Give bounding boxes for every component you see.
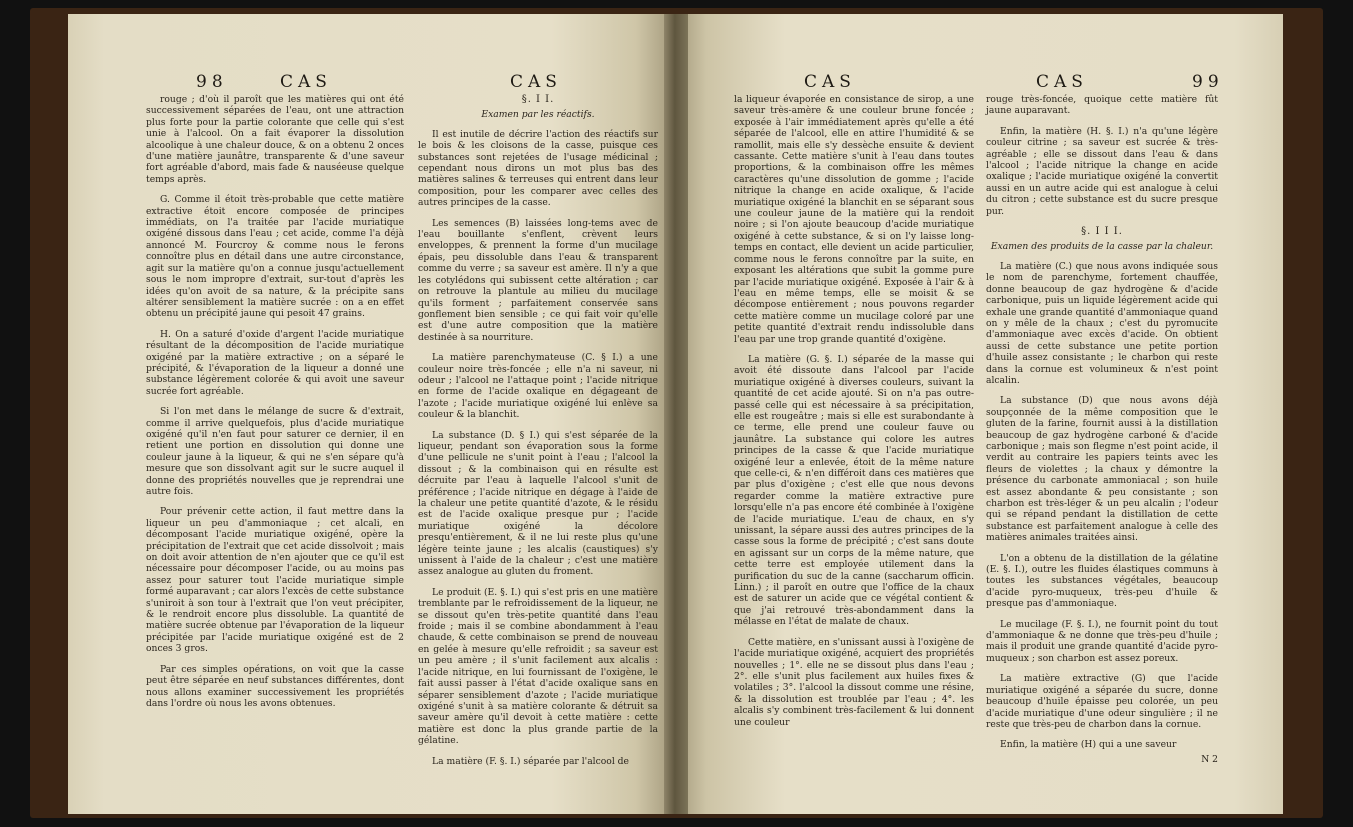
paragraph: L'on a obtenu de la distillation de la gélatine (E. §. I.), outre les fluides élastiques communs à toutes les substances végétales, beaucoup d'acide pyro-muqueux, très-peu d'huile & presque pas d'ammoniaque. [986, 552, 1218, 610]
page-number-left: 98 [196, 72, 228, 92]
paragraph: La substance (D) que nous avons déjà soupçonnée de la même composition que le gluten de la farine, fournit aussi à la distillation beaucoup de gaz hydrogène carboné & d'acide carbonique ; mais son flegme n'est point acide, il verdit au contraire les papiers teints avec les fleurs de violettes ; la chaux y démontre la présence du carbonate ammoniacal ; son huile est assez abondante & peu consistante ; son charbon est très-léger & un peu alcalin ; l'odeur qui se répand pendant la distillation de cette substance est parfaitement analogue à celle des matières animales traitées ainsi. [986, 395, 1218, 544]
book-gutter [664, 14, 688, 814]
left-page [68, 14, 672, 814]
paragraph: La substance (D. § I.) qui s'est séparée de la liqueur, pendant son évaporation sous la forme d'une pellicule ne s'unit point à l'eau ; l'alcool la dissout ; & la combinaison qui en résulte est décruite par l'eau à laquelle l'alcool s'unit de préférence ; l'acide nitrique en dégage à l'aide de la chaleur une petite quantité d'azote, & le résidu est de l'acide oxalique presque pur ; l'acide muriatique oxigéné la décolore presqu'entièrement, & il ne lui reste plus qu'une légère teinte jaune ; les alcalis (caustiques) s'y unissent à l'aide de la chaleur ; c'est une matière assez analogue au gluten du froment. [418, 429, 658, 578]
section-subtitle: Examen par les réactifs. [481, 109, 595, 121]
paragraph: La matière parenchymateuse (C. § I.) a une couleur noire très-foncée ; elle n'a ni saveur, ni odeur ; l'alcool ne l'attaque point ; l'acide nitrique en forme de l'acide oxalique en dégageant de l'azote ; l'acide muriatique oxigéné lui enlève sa couleur & la blanchit. [418, 352, 658, 421]
paragraph: La matière (F. §. I.) séparée par l'alcool de [432, 755, 629, 767]
paragraph: Le produit (E. §. I.) qui s'est pris en une matière tremblante par le refroidissement de la liqueur, ne se dissout qu'en très-petite quantité dans l'eau froide ; mais il se combine abondamment à l'eau chaude, & cette combinaison se prend de nouveau en gelée à mesure qu'elle refroidit ; sa saveur est un peu amère ; il s'unit facilement aux alcalis : l'acide nitrique, en lui fournissant de l'oxigène, le fait aussi passer à l'état d'acide oxalique sans en séparer sensiblement d'azote ; l'acide muriatique oxigéné s'unit à sa matière colorante & détruit sa saveur amère qu'il devoit à cette matière : cette matière est donc la plus grande partie de la gélatine. [418, 586, 658, 747]
paragraph: H. On a saturé d'oxide d'argent l'acide muriatique résultant de la décomposition de l'acide muriatique oxigéné par la matière extractive ; on a séparé le précipité, & l'évaporation de la liqueur a donné une substance légèrement colorée & qui avoit une saveur sucrée fort agréable. [146, 328, 404, 397]
column-right-1 [734, 94, 974, 794]
right-page [676, 14, 1283, 814]
paragraph: Enfin, la matière (H) qui a une saveur [1000, 739, 1177, 751]
paragraph: Il est inutile de décrire l'action des réactifs sur le bois & les cloisons de la casse, puisque ces substances sont rejetées de l'usage médicinal ; cependant nous dirons un mot plus bas des matières salines & terreuses qui entrent dans leur composition, pour les comparer avec celles des autres principes de la casse. [418, 128, 658, 209]
paragraph: Pour prévenir cette action, il faut mettre dans la liqueur un peu d'ammoniaque ; cet alcali, en décomposant l'acide muriatique oxigéné, opère la précipitation de l'extrait que cet acide dissolvoit ; mais on doit avoir attention de n'en ajouter que ce qu'il est nécessaire pour décomposer l'acide, ou au moins pas assez pour saturer tout l'acide muriatique simple formé auparavant ; car alors l'excès de cette substance s'uniroit à son tour à l'extrait que l'on veut précipiter, & le rendroit encore plus dissoluble. La quantité de matière sucrée obtenue par l'évaporation de la liqueur précipitée par l'acide muriatique oxigéné est de 2 onces 3 gros. [146, 506, 404, 655]
paragraph: Enfin, la matière (H. §. I.) n'a qu'une légère couleur citrine ; sa saveur est sucrée & très-agréable ; elle se dissout dans l'eau & dans l'alcool ; l'acide nitrique la change en acide oxalique ; l'acide muriatique oxigéné la convertit aussi en un autre acide qui est analogue à celui du citron ; cette substance est du sucre presque pur. [986, 125, 1218, 217]
paragraph: La matière (G. §. I.) séparée de la masse qui avoit été dissoute dans l'alcool par l'acide muriatique oxigéné à diverses couleurs, suivant la quantité de cet acide ajouté. Si on n'a pas outre-passé celle qui est nécessaire à sa précipitation, elle est rougeâtre ; mais si elle est surabondante à ce terme, elle prend une couleur fauve ou jaunâtre. La substance qui colore les autres principes de la casse & que l'acide muriatique oxigéné leur a enlevée, étoit de la même nature que celle-ci, & n'en différoit dans ces matières que par plus d'oxigène ; c'est elle que nous devons regarder comme la matière extractive pure lorsqu'elle n'a pas encore été combinée à l'oxigène de l'acide muriatique. L'eau de chaux, en s'y unissant, la sépare aussi des autres principes de la casse sous la forme de précipité ; c'est sans doute en agissant sur un corps de la même nature, que cette terre est employée utilement dans la purification du suc de la canne (saccharum officin. Linn.) ; il paroît en outre que l'office de la chaux est de saturer un acide que ce végétal contient & que j'ai retrouvé très-abondamment dans la mélasse en l'état de malate de chaux. [734, 353, 974, 628]
paragraph: Les semences (B) laissées long-tems avec de l'eau bouillante s'enflent, crèvent leurs enveloppes, & prennent la forme d'un mucilage épais, peu dissoluble dans l'eau & transparent comme du verre ; sa saveur est amère. Il n'y a que les cotylédons qui subissent cette altération ; car on retrouve la plantule au milieu du mucilage qu'ils forment ; parfaitement conservée sans gonflement bien sensible ; ce qui fait voir qu'elle est d'une autre composition que la matière destinée à sa nourriture. [418, 217, 658, 343]
running-head: CAS [804, 72, 856, 92]
running-head: CAS [1036, 72, 1088, 92]
signature-mark: N 2 [1201, 753, 1218, 765]
page-number-right: 99 [1192, 72, 1224, 92]
paragraph: la liqueur évaporée en consistance de sirop, a une saveur très-amère & une couleur brune foncée ; exposée à l'air immédiatement après qu'elle a été séparée de l'alcool, elle en attire l'humidité & se ramollit, mais elle s'y dessèche ensuite & devient cassante. Cette matière s'unit à l'eau dans toutes proportions, & la combinaison offre les mêmes caractères qu'une dissolution de gomme ; l'acide nitrique la change en acide oxalique, & l'acide muriatique oxigéné la blanchit en se séparant sous une couleur jaune de la matière qui la rendoit noire ; si l'on ajoute beaucoup d'acide muriatique oxigéné à cette substance, & si on l'y laisse long-temps en contact, elle devient un acide particulier, comme nous le ferons connoître par la suite, en exposant les altérations que subit la gomme pure par l'acide muriatique oxigéné. Exposée à l'air & à l'eau en même temps, elle se moisit & se décompose entièrement ; nous pouvons regarder cette matière comme un mucilage coloré par une petite quantité d'extrait rendu indissoluble dans l'eau par une trop grande quantité d'oxigène. [734, 94, 974, 345]
paragraph: rouge ; d'où il paroît que les matières qui ont été successivement séparées de l'eau, ont une attraction plus forte pour la partie colorante que celle qui s'est unie à l'alcool. On a fait évaporer la dissolution alcoolique à une chaleur douce, & on a obtenu 2 onces d'une matière jaunâtre, transparente & d'une saveur fort agréable d'abord, mais fade & nauséeuse quelque temps après. [146, 94, 404, 185]
paragraph: Le mucilage (F. §. I.), ne fournit point du tout d'ammoniaque & ne donne que très-peu d'huile ; mais il produit une grande quantité d'acide pyro-muqueux ; son charbon est assez poreux. [986, 618, 1218, 664]
section-heading: §. I I. [521, 94, 555, 105]
paragraph: Par ces simples opérations, on voit que la casse peut être séparée en neuf substances différentes, dont nous allons examiner successivement les propriétés dans l'ordre où nous les avons obtenues. [146, 663, 404, 709]
section-subtitle: Examen des produits de la casse par la chaleur. [990, 241, 1214, 253]
running-head: CAS [280, 72, 332, 92]
running-head: CAS [510, 72, 562, 92]
paragraph: Si l'on met dans le mélange de sucre & d'extrait, comme il arrive quelquefois, plus d'acide muriatique oxigéné qu'il n'en faut pour saturer ce dernier, il en retient une portion en dissolution qui donne une couleur jaune à la liqueur, & qui ne s'en sépare qu'à mesure que son dissolvant agit sur le sucre auquel il donne des propriétés nouvelles que je reprendrai une autre fois. [146, 406, 404, 497]
paragraph: La matière (C.) que nous avons indiquée sous le nom de parenchyme, fortement chauffée, donne beaucoup de gaz hydrogène & d'acide carbonique, puis un liquide légèrement acide qui exhale une grande quantité d'ammoniaque quand on y mêle de la chaux ; c'est du pyromucite d'ammoniaque avec excès d'acide. On obtient aussi de cette substance une petite portion d'huile assez consistante ; le charbon qui reste dans la cornue est volumineux & n'est point alcalin. [986, 260, 1218, 386]
paragraph: Cette matière, en s'unissant aussi à l'oxigène de l'acide muriatique oxigéné, acquiert des propriétés nouvelles ; 1°. elle ne se dissout plus dans l'eau ; 2°. elle s'unit plus facilement aux huiles fixes & volatiles ; 3°. l'alcool la dissout comme une résine, & la dissolution est troublée par l'eau ; 4°. les alcalis s'y combinent très-facilement & lui donnent une couleur [734, 636, 974, 728]
column-left-1 [146, 94, 404, 794]
column-right-2 [986, 94, 1218, 794]
paragraph: G. Comme il étoit très-probable que cette matière extractive étoit encore composée de principes immédiats, on l'a traitée par l'acide muriatique oxigéné dissous dans l'eau ; cet acide, comme l'a déjà annoncé M. Fourcroy & comme nous le ferons connoître plus en détail dans une autre circonstance, agit sur la matière qu'on a connue jusqu'actuellement sous le nom impropre d'extrait, sur-tout d'après les idées qu'on avoit de sa nature, & la précipite sans altérer sensiblement la matière sucrée : on a en effet obtenu un précipité jaune qui pesoit 47 grains. [146, 194, 404, 320]
paragraph: La matière extractive (G) que l'acide muriatique oxigéné a séparée du sucre, donne beaucoup d'huile épaisse peu colorée, un peu d'acide muriatique d'une odeur singulière ; il ne reste que très-peu de charbon dans la cornue. [986, 673, 1218, 730]
section-heading: §. I I I. [1081, 226, 1123, 238]
column-left-2 [418, 94, 658, 794]
paragraph: rouge très-foncée, quoique cette matière fût jaune auparavant. [986, 94, 1218, 117]
